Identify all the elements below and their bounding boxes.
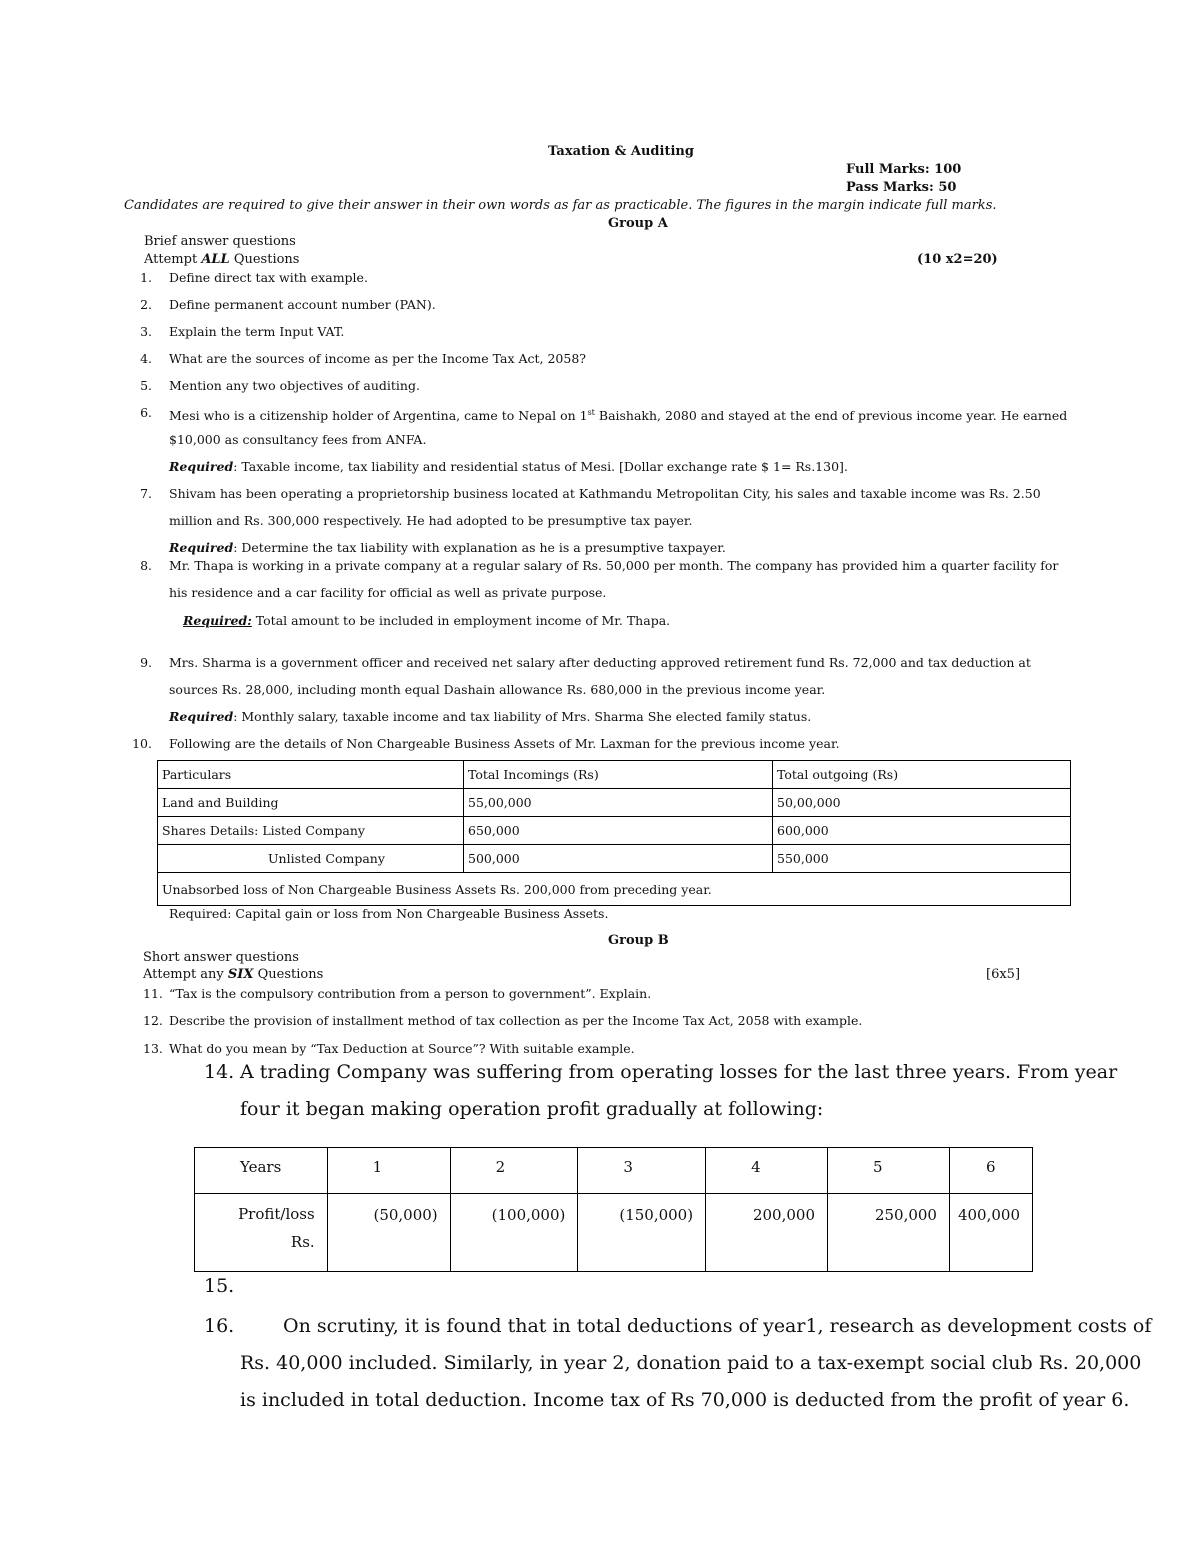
non-chargeable-assets-table bbox=[157, 760, 1071, 906]
table-header-cell: Particulars bbox=[158, 761, 464, 789]
document-title: Taxation & Auditing bbox=[548, 144, 694, 159]
table-row: Shares Details: Listed Company 650,000 600,000 bbox=[158, 817, 1071, 845]
table-row: Land and Building 55,00,000 50,00,000 bbox=[158, 789, 1071, 817]
table-header-row bbox=[158, 761, 1071, 789]
group-a-type: Brief answer questions bbox=[144, 234, 296, 249]
group-a-marks: (10 x2=20) bbox=[917, 252, 998, 267]
table-footer-row: Unabsorbed loss of Non Chargeable Business Assets Rs. 200,000 from preceding year. bbox=[158, 873, 1071, 906]
group-b-heading: Group B bbox=[608, 933, 669, 948]
table-header-row: Years 1 2 3 4 5 6 bbox=[195, 1148, 1033, 1194]
table-row: Profit/loss Rs. (50,000) (100,000) (150,000) 200,000 250,000 400,000 bbox=[195, 1194, 1033, 1272]
full-marks: Full Marks: 100 bbox=[846, 162, 962, 177]
group-b-attempt: Attempt any SIX Questions bbox=[143, 967, 324, 982]
profit-loss-table bbox=[194, 1147, 1033, 1272]
question-10-required: Required: Capital gain or loss from Non Chargeable Business Assets. bbox=[169, 906, 609, 921]
pass-marks: Pass Marks: 50 bbox=[846, 180, 957, 195]
question-15: 15. bbox=[204, 1275, 235, 1297]
table-header-cell: Total outgoing (Rs) bbox=[773, 761, 1071, 789]
instructions: Candidates are required to give their answer in their own words as far as practicable. The figures in the margin indicate full marks. bbox=[124, 198, 997, 213]
group-a-heading: Group A bbox=[608, 216, 668, 231]
group-b-type: Short answer questions bbox=[143, 950, 299, 965]
group-b-marks: [6x5] bbox=[986, 967, 1021, 982]
table-row: Unlisted Company 500,000 550,000 bbox=[158, 845, 1071, 873]
group-a-attempt: Attempt ALL Questions bbox=[144, 252, 300, 267]
table-header-cell: Total Incomings (Rs) bbox=[464, 761, 773, 789]
